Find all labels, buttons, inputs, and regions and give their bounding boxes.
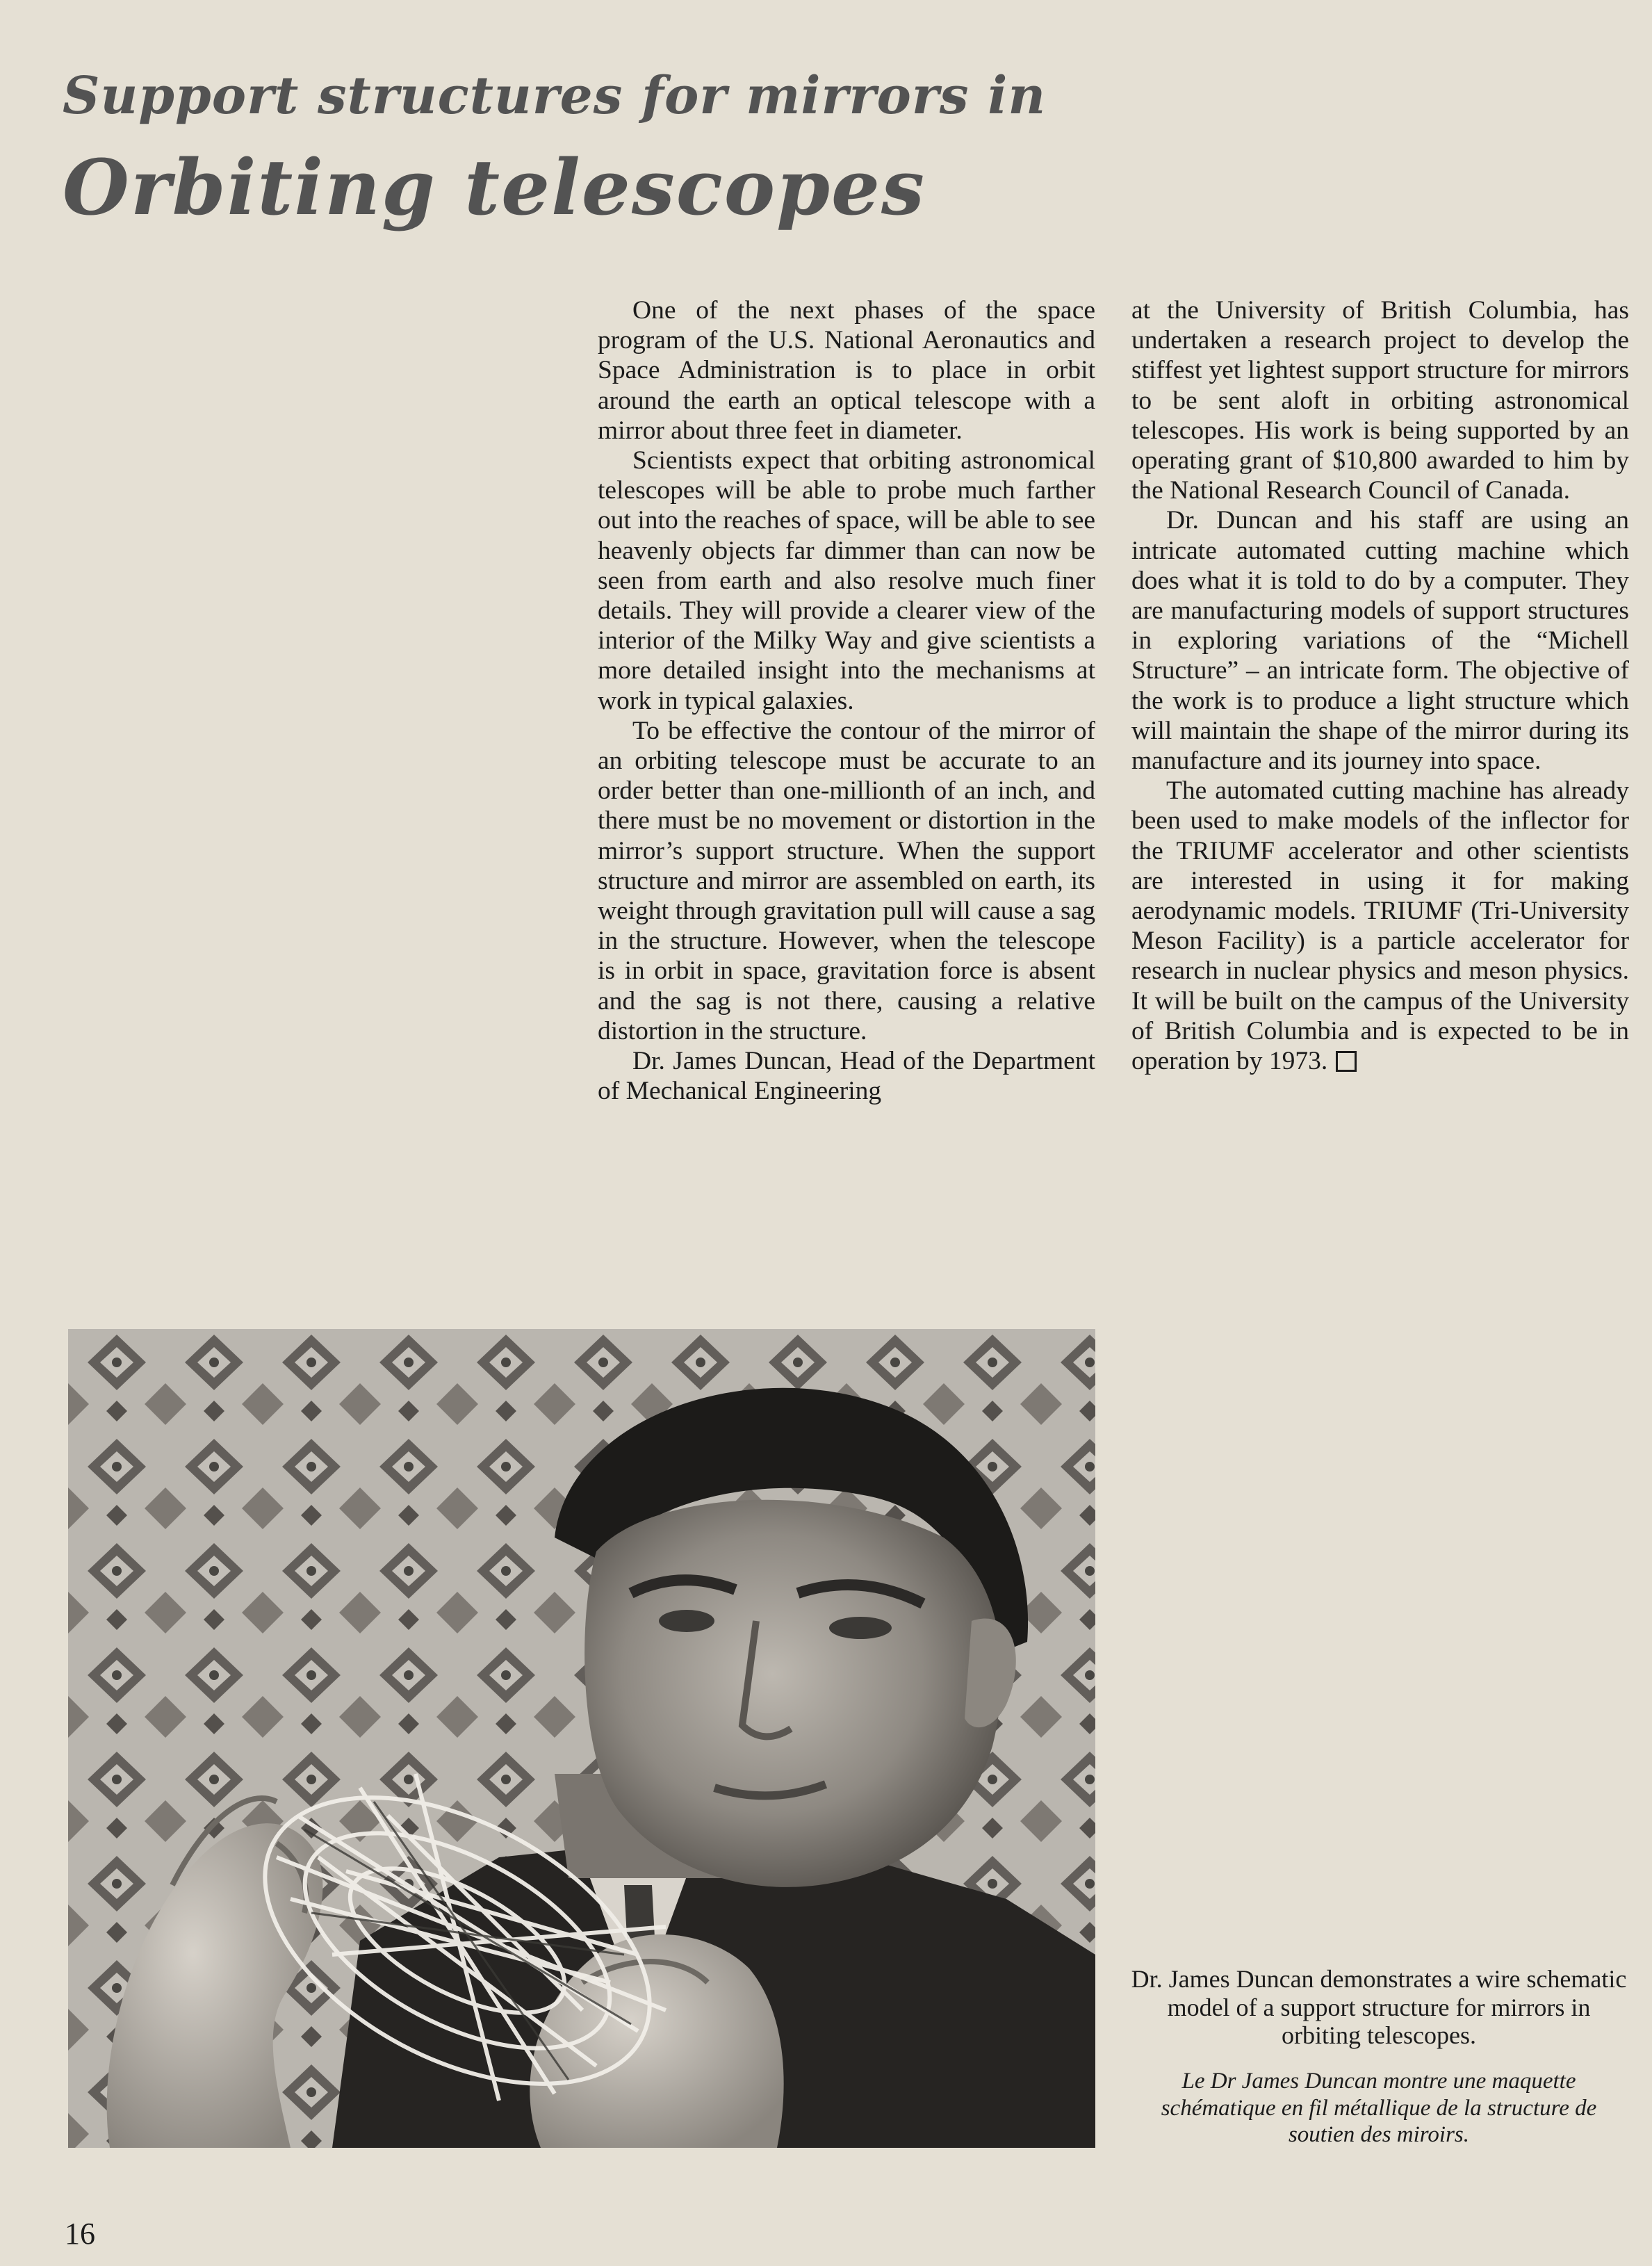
page-number: 16 <box>65 2217 95 2251</box>
paragraph: at the University of British Columbia, has undertaken a research project to develop the stiffest yet lightest support structure for mirrors to be sent aloft in orbiting astronomical telescopes. His work is being supported by an operating grant of $10,800 awarded to him by the National Research Council of Canada. <box>1131 296 1629 505</box>
headline-line-1: Support structures for mirrors in <box>63 66 1047 126</box>
paragraph <box>1131 776 1629 1076</box>
photo-man-holding-wire-model <box>68 1329 1095 2148</box>
paragraph-text: The automated cutting machine has already been used to make models of the inflector for the TRIUMF accelerator and other scientists are interested in using it for making aerodynamic models. TRIUMF (Tri-University Meson Facility) is a particle accelerator for research in nuclear physics and meson physics. It will be built on the campus of the University of British Columbia and is expected to be in operation by 1973. <box>1131 776 1629 1076</box>
paragraph: Dr. James Duncan, Head of the Department of Mechanical Engineering <box>598 1047 1095 1106</box>
paragraph: To be effective the contour of the mirror of an orbiting telescope must be accurate to an order better than one-millionth of an inch, and there must be no movement or distortion in the mirror’s support structure. When the support structure and mirror are assembled on earth, its weight through gravitation pull will cause a sag in the structure. However, when the telescope is in orbit in space, gravitation force is absent and the sag is not there, causing a relative distortion in the structure. <box>598 716 1095 1045</box>
paragraph: One of the next phases of the space program of the U.S. National Aeronautics and Space Administration is to place in orbit around the earth an optical telescope with a mirror about three feet in diameter. <box>598 296 1095 445</box>
paragraph: Scientists expect that orbiting astronomical telescopes will be able to probe much farther out into the reaches of space, will be able to see heavenly objects far dimmer than can now be seen from earth and also resolve much finer details. They will provide a clearer view of the interior of the Milky Way and give scientists a more detailed insight into the mechanisms at work in typical galaxies. <box>598 446 1095 715</box>
paragraph: Dr. Duncan and his staff are using an intricate automated cutting machine which does what it is told to do by a computer. They are manufacturing models of support structures in exploring variations of the “Michell Structure” – an intricate form. The objective of the work is to produce a light structure which will maintain the shape of the mirror during its manufacture and its journey into space. <box>1131 506 1629 776</box>
photo-caption-english: Dr. James Duncan demonstrates a wire schematic model of a support structure for mirrors in orbiting telescopes. <box>1131 1965 1627 2049</box>
end-of-article-box-icon <box>1336 1051 1357 1072</box>
article-column-2 <box>1131 295 1629 1076</box>
article-column-1 <box>598 295 1095 1106</box>
photo-illustration <box>68 1329 1095 2148</box>
headline-line-2: Orbiting telescopes <box>63 142 926 232</box>
photo-caption-french: Le Dr James Duncan montre une maquette schématique en fil métallique de la structure de soutien des miroirs. <box>1161 2069 1597 2147</box>
